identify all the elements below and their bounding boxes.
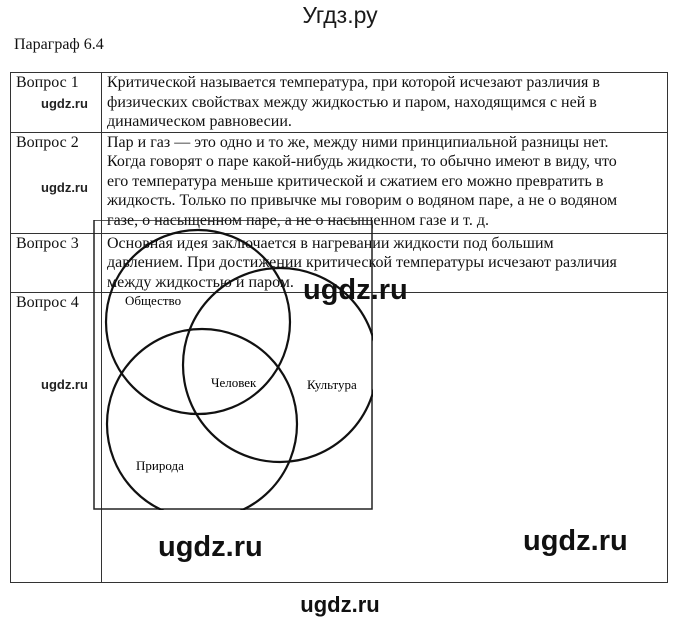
answer-line: газе, о насыщенном паре, а не о насыщенном газе и т. д. (107, 211, 489, 229)
answer-cell (102, 73, 668, 133)
table-row (11, 73, 668, 133)
site-title: Угдз.ру (302, 2, 378, 28)
watermark: ugdz.ru (158, 531, 263, 563)
answer-line: динамическом равновесии. (107, 113, 292, 130)
venn-label-culture: Культура (307, 377, 357, 392)
answer-line: его температура меньше критической и сжатием его можно превратить в (107, 172, 604, 190)
question-label: Вопрос 4 (16, 294, 79, 311)
question-label-cell (11, 132, 102, 233)
question-label: Вопрос 1 (16, 74, 79, 91)
venn-circle-nature (107, 329, 297, 510)
watermark: ugdz.ru (523, 525, 628, 557)
venn-diagram (93, 220, 373, 510)
answer-line: Основная идея заключается в нагревании жидкости под большим (107, 234, 554, 252)
answer-line: Пар и газ — это одно и то же, между ними принципиальной разницы нет. (107, 133, 609, 151)
paragraph-title: Параграф 6.4 (14, 36, 104, 53)
question-label-cell (11, 293, 102, 583)
watermark: ugdz.ru (303, 274, 408, 306)
venn-label-nature: Природа (136, 458, 184, 473)
answer-line: жидкость. Только по привычке мы говорим о водяном паре, а не о водяном (107, 192, 618, 209)
footer-watermark: ugdz.ru (300, 592, 380, 617)
answer-line: между жидкостью и паром. (107, 273, 294, 291)
watermark: ugdz.ru (41, 377, 88, 392)
venn-label-society: Общество (125, 293, 182, 308)
question-label-cell (11, 73, 102, 133)
answer-cell (102, 132, 668, 233)
watermark: ugdz.ru (41, 179, 88, 195)
question-label-cell (11, 233, 102, 293)
question-label: Вопрос 3 (16, 234, 79, 252)
answer-line: давлением. При достижении критической температуры исчезают различия (107, 254, 617, 271)
table-row (11, 132, 668, 233)
answer-line: Критической называется температура, при которой исчезают различия в (107, 74, 600, 91)
venn-label-human: Человек (211, 375, 257, 390)
answer-line: физических свойствах между жидкостью и паром, находящимся с ней в (107, 93, 597, 111)
answer-line: Когда говорят о паре какой-нибудь жидкости, то обычно имеют в виду, что (107, 153, 617, 170)
question-label: Вопрос 2 (16, 133, 79, 151)
venn-circle-society (106, 230, 290, 414)
watermark: ugdz.ru (41, 96, 88, 111)
